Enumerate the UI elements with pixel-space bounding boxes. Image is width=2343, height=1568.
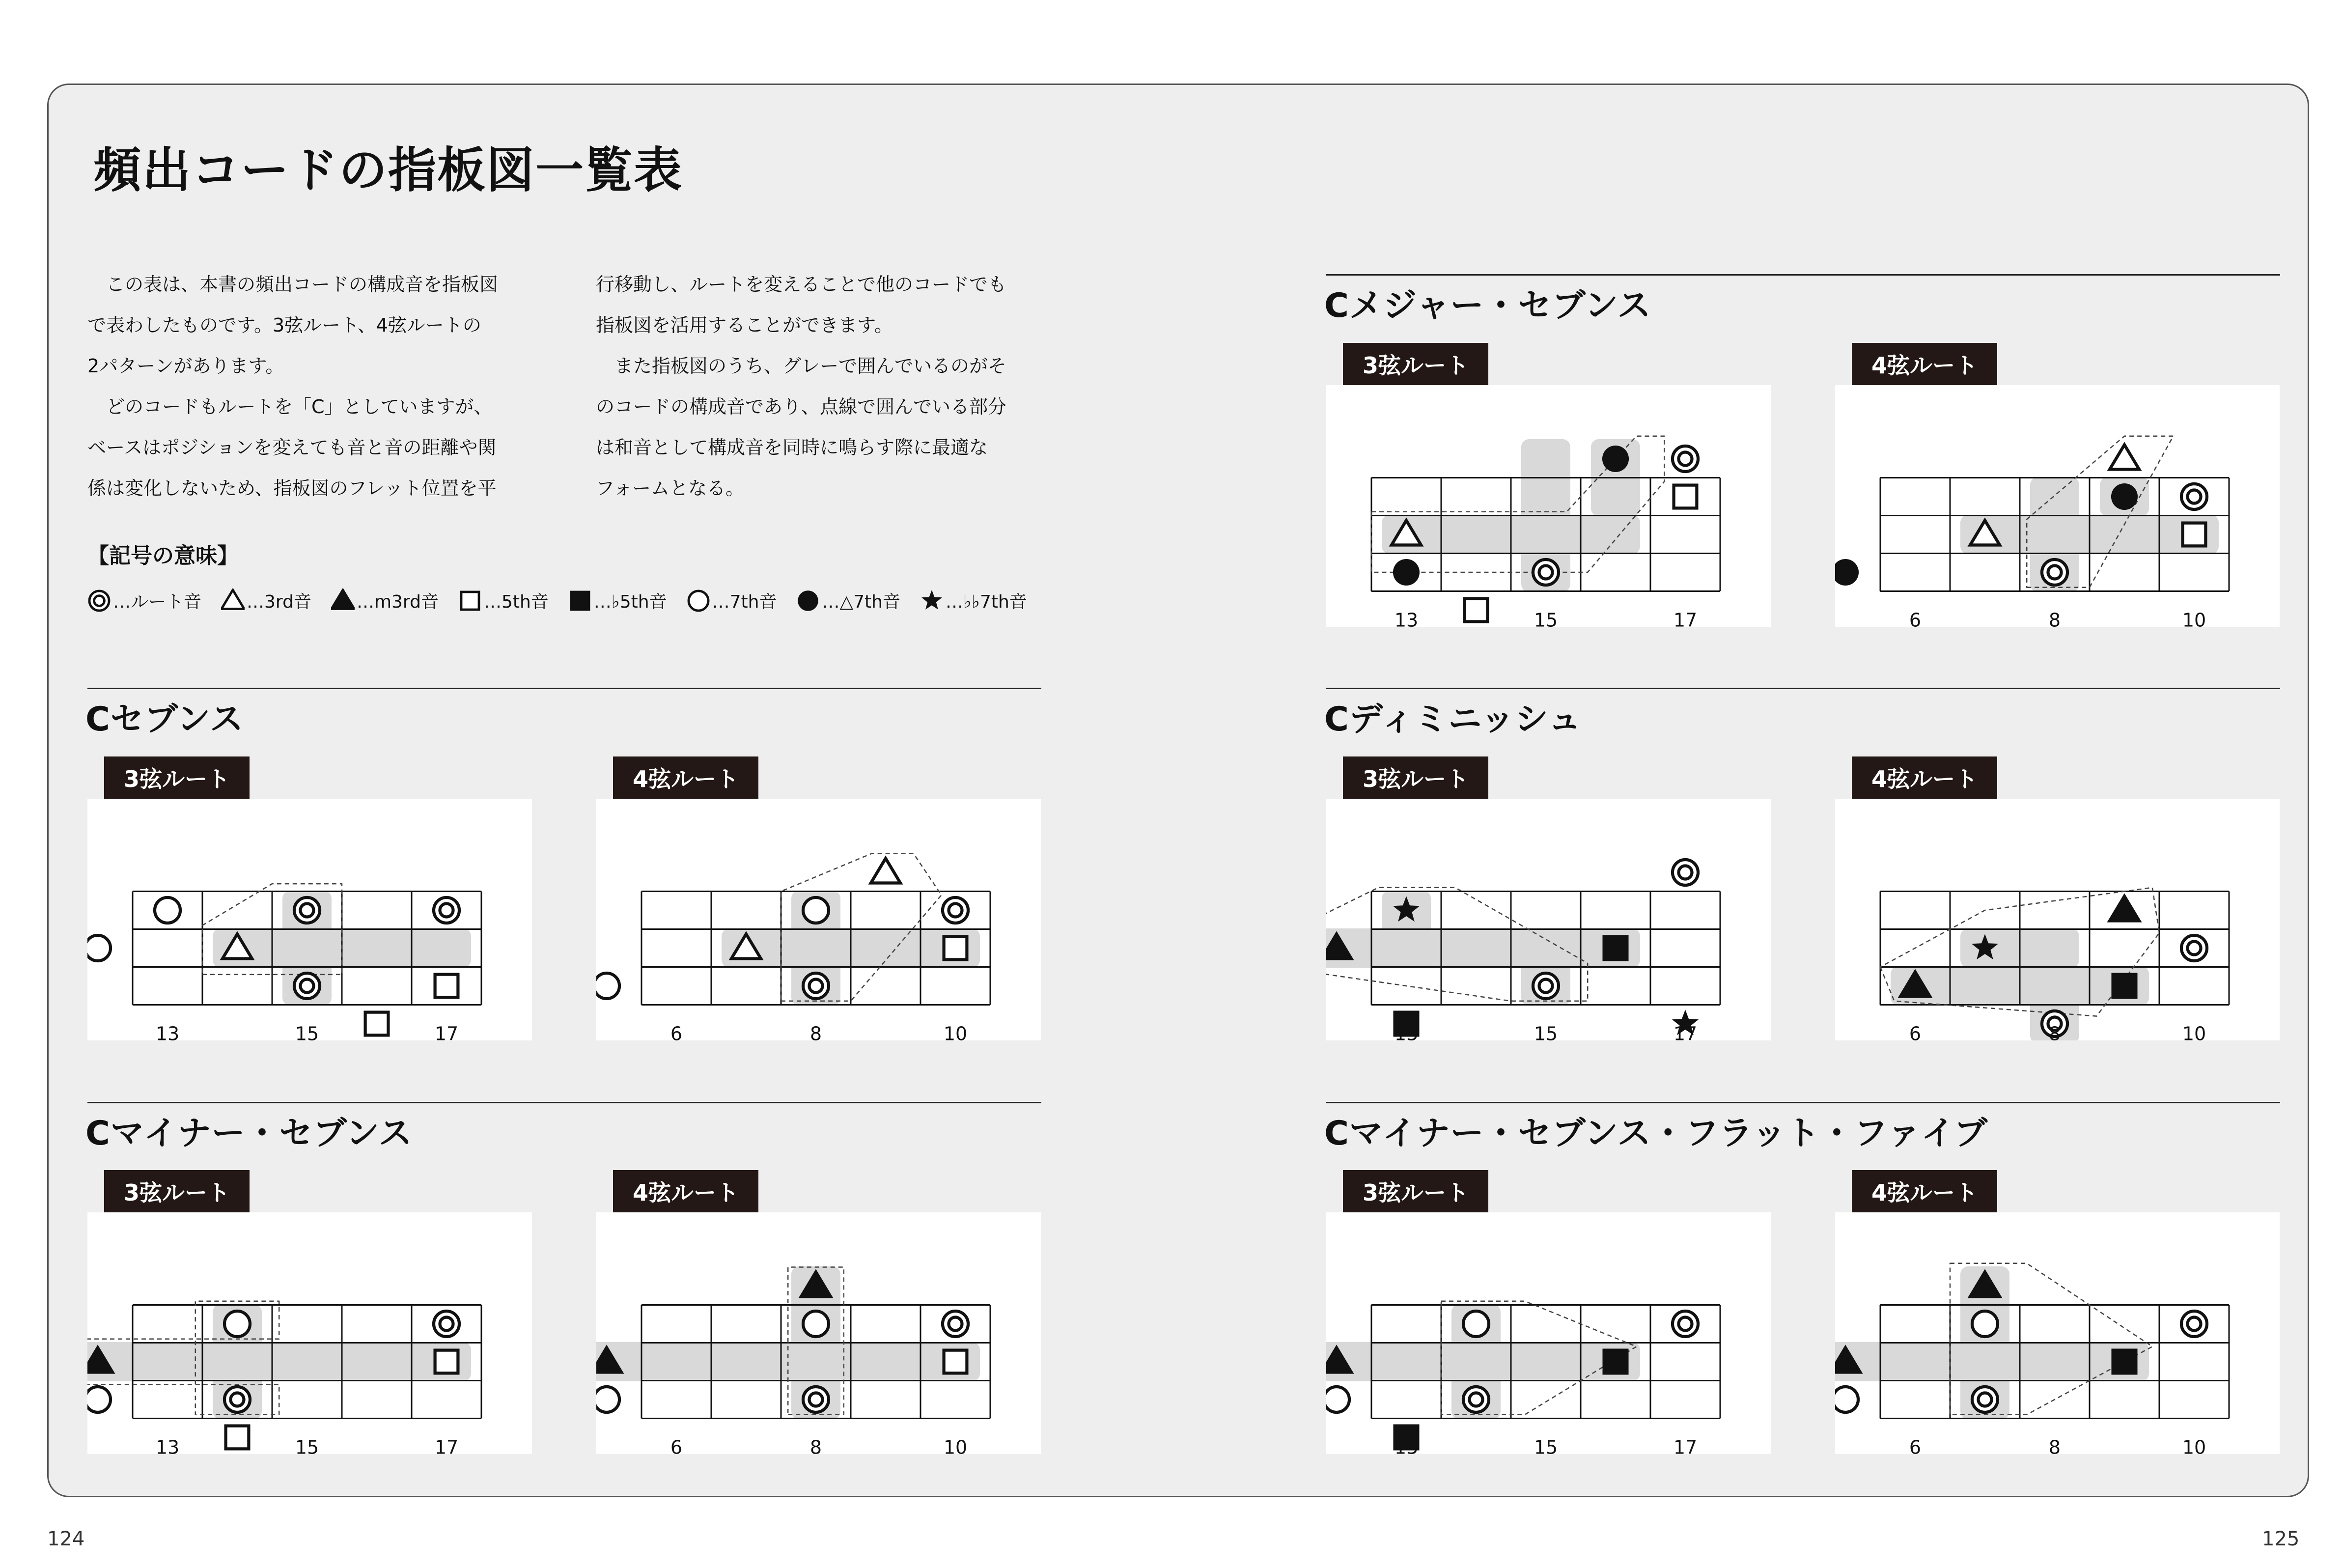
fifth-note-icon	[2183, 523, 2206, 546]
fret-number: 10	[2182, 609, 2206, 627]
fret-number: 8	[2048, 609, 2061, 627]
intro-line: 2パターンがあります。	[87, 355, 284, 377]
intro-line: フォームとなる。	[596, 477, 745, 499]
fretboard-svg	[596, 799, 1041, 1040]
page-number-right: 125	[2262, 1528, 2300, 1550]
fret-number: 17	[1673, 1436, 1698, 1454]
seventh-note-icon	[1835, 1387, 1858, 1412]
legend-item	[568, 588, 667, 613]
fretboard-svg	[87, 799, 532, 1040]
root-note-icon	[224, 1387, 250, 1412]
fret-number: 6	[670, 1436, 683, 1454]
fretboard-diagram	[87, 1212, 532, 1454]
root-note-icon	[943, 1311, 968, 1337]
intro-line: で表わしたものです。3弦ルート、4弦ルートの	[87, 314, 481, 336]
tag-4-string-root: 4弦ルート	[1852, 756, 1997, 799]
fretboard-diagram	[87, 799, 532, 1040]
fret-number: 15	[1534, 1436, 1558, 1454]
legend-item	[331, 588, 439, 613]
fretboard-diagram	[596, 1212, 1041, 1454]
tag-4-string-root: 4弦ルート	[1852, 1170, 1997, 1212]
minor-third-note-icon	[2110, 896, 2139, 921]
fretboard-svg	[1326, 799, 1771, 1040]
fretboard-svg	[596, 1212, 1041, 1454]
fret-number: 8	[809, 1023, 822, 1040]
root-note-icon	[434, 1311, 459, 1337]
root-note-icon	[1673, 1311, 1698, 1337]
root-note-icon	[1673, 860, 1698, 885]
intro-line: どのコードもルートを「C」としていますが、	[87, 396, 493, 418]
legend-item	[87, 588, 201, 613]
fretboard-svg	[1326, 385, 1771, 627]
root-note-icon	[434, 897, 459, 923]
legend-label: …♭5th音	[593, 591, 667, 612]
seventh-note-icon	[596, 973, 619, 999]
fifth-note-icon	[435, 975, 458, 998]
root-note-icon	[803, 1387, 829, 1412]
fret-number: 17	[1673, 609, 1698, 627]
symbol-legend	[87, 586, 1047, 615]
section-rule	[87, 688, 1041, 689]
intro-line: 指板図を活用することができます。	[596, 314, 893, 336]
tag-4-string-root: 4弦ルート	[613, 1170, 758, 1212]
legend-label: …♭♭7th音	[946, 591, 1027, 612]
intro-line: また指板図のうち、グレーで囲んでいるのがそ	[596, 355, 1007, 377]
fret-number: 13	[155, 1436, 180, 1454]
fifth-note-icon	[365, 1012, 389, 1036]
flat-fifth-note-icon	[2113, 1350, 2136, 1373]
flat-fifth-note-icon	[1604, 1350, 1627, 1373]
root-note-icon	[1463, 1387, 1489, 1412]
seventh-note-icon	[596, 1387, 619, 1412]
minor-third-note-icon	[331, 588, 355, 612]
fretboard-svg	[1326, 1212, 1771, 1454]
fret-number: 15	[295, 1023, 319, 1040]
fretboard-diagram	[1835, 799, 2280, 1040]
legend-label: …7th音	[712, 591, 777, 612]
tag-4-string-root: 4弦ルート	[1852, 343, 1997, 385]
legend-item	[687, 588, 777, 613]
fretboard-diagram	[1835, 385, 2280, 627]
legend-title: 【記号の意味】	[87, 543, 239, 568]
seventh-note-icon	[87, 935, 111, 961]
legend-item	[221, 588, 311, 613]
section-title-c7: Cセブンス	[85, 700, 244, 739]
third-note-icon	[871, 858, 900, 883]
fifth-note-icon	[944, 1350, 967, 1373]
root-note-icon	[1533, 560, 1559, 585]
fretboard-diagram	[1326, 1212, 1771, 1454]
intro-line: は和音として構成音を同時に鳴らす際に最適な	[596, 437, 988, 458]
fret-number: 8	[2048, 1023, 2061, 1040]
section-rule	[1326, 1102, 2280, 1103]
third-note-icon	[221, 588, 245, 612]
fifth-note-icon	[1465, 599, 1488, 622]
double-flat-seventh-note-icon	[920, 588, 944, 612]
fret-number: 17	[1673, 1023, 1698, 1040]
intro-line: この表は、本書の頻出コードの構成音を指板図	[87, 274, 499, 295]
seventh-note-icon	[687, 588, 710, 612]
legend-label: …m3rd音	[356, 591, 439, 612]
fret-number: 17	[434, 1436, 459, 1454]
tag-3-string-root: 3弦ルート	[1343, 1170, 1488, 1212]
intro-line: のコードの構成音であり、点線で囲んでいる部分	[596, 396, 1007, 418]
fret-number: 13	[155, 1023, 180, 1040]
legend-item	[458, 588, 549, 613]
fifth-note-icon	[944, 937, 967, 960]
fretboard-diagram	[596, 799, 1041, 1040]
intro-column-2	[596, 264, 1043, 509]
root-note-icon	[803, 973, 829, 999]
seventh-note-icon	[1326, 1387, 1349, 1412]
fifth-note-icon	[458, 588, 482, 612]
tag-3-string-root: 3弦ルート	[104, 1170, 250, 1212]
fret-number: 6	[1909, 609, 1922, 627]
legend-label: …3rd音	[247, 591, 311, 612]
major-seventh-note-icon	[1393, 559, 1420, 586]
page-title: 頻出コードの指板図一覧表	[93, 142, 683, 198]
root-note-icon	[294, 973, 320, 999]
flat-fifth-note-icon	[1604, 937, 1627, 960]
fretboard-svg	[87, 1212, 532, 1454]
intro-line: 行移動し、ルートを変えることで他のコードでも	[596, 274, 1007, 295]
major-seventh-note-icon	[796, 588, 820, 612]
root-note-icon	[2181, 484, 2207, 509]
fret-number: 13	[1394, 1023, 1419, 1040]
fretboard-svg	[1835, 799, 2280, 1040]
seventh-note-icon	[1463, 1311, 1489, 1337]
seventh-note-icon	[87, 1387, 111, 1412]
fret-number: 15	[295, 1436, 319, 1454]
intro-line: ベースはポジションを変えても音と音の距離や関	[87, 437, 497, 458]
root-note-icon	[1533, 973, 1559, 999]
section-title-cdim: Cディミニッシュ	[1324, 700, 1582, 739]
fret-number: 10	[943, 1436, 968, 1454]
chord-tone-shading	[87, 1304, 471, 1419]
fret-number: 8	[809, 1436, 822, 1454]
section-title-cm7: Cマイナー・セブンス	[85, 1114, 413, 1153]
seventh-note-icon	[224, 1311, 250, 1337]
fret-number: 15	[1534, 609, 1558, 627]
flat-fifth-note-icon	[568, 588, 592, 612]
fretboard-svg	[1835, 1212, 2280, 1454]
root-note-icon	[2181, 935, 2207, 961]
section-rule	[1326, 688, 2280, 689]
fret-number: 13	[1394, 609, 1419, 627]
tag-3-string-root: 3弦ルート	[104, 756, 250, 799]
flat-fifth-note-icon	[2113, 975, 2136, 998]
fretboard-svg	[1835, 385, 2280, 627]
page-number-left: 124	[47, 1528, 85, 1550]
section-rule	[1326, 274, 2280, 276]
tag-4-string-root: 4弦ルート	[613, 756, 758, 799]
section-title-cmaj7: Cメジャー・セブンス	[1324, 286, 1651, 325]
seventh-note-icon	[1972, 1311, 1998, 1337]
fret-number: 6	[1909, 1023, 1922, 1040]
major-seventh-note-icon	[1835, 559, 1859, 586]
fret-number: 13	[1394, 1436, 1419, 1454]
major-seventh-note-icon	[2111, 483, 2138, 510]
root-note-icon	[294, 897, 320, 923]
root-note-icon	[1972, 1387, 1998, 1412]
fret-number: 10	[2182, 1023, 2206, 1040]
root-note-icon	[2042, 560, 2067, 585]
fret-number: 6	[1909, 1436, 1922, 1454]
tag-3-string-root: 3弦ルート	[1343, 756, 1488, 799]
fretboard-diagram	[1326, 385, 1771, 627]
seventh-note-icon	[803, 1311, 829, 1337]
tag-3-string-root: 3弦ルート	[1343, 343, 1488, 385]
fret-number: 17	[434, 1023, 459, 1040]
legend-item	[920, 588, 1027, 613]
legend-item	[796, 588, 900, 613]
fret-number: 10	[2182, 1436, 2206, 1454]
legend-label: …ルート音	[113, 591, 202, 612]
third-note-icon	[2110, 445, 2139, 469]
intro-line: 係は変化しないため、指板図のフレット位置を平	[87, 477, 497, 499]
seventh-note-icon	[803, 897, 829, 923]
root-note-icon	[2181, 1311, 2207, 1337]
chord-tone-shading	[1326, 891, 1640, 1006]
root-note-icon	[943, 897, 968, 923]
section-rule	[87, 1102, 1041, 1103]
root-note-icon	[1673, 446, 1698, 472]
fret-number: 15	[1534, 1023, 1558, 1040]
root-note-icon	[87, 588, 111, 612]
seventh-note-icon	[155, 897, 180, 923]
major-seventh-note-icon	[1602, 446, 1629, 472]
fretboard-diagram	[1835, 1212, 2280, 1454]
legend-label: …△7th音	[822, 591, 900, 612]
fifth-note-icon	[1674, 485, 1697, 508]
fret-number: 6	[670, 1023, 683, 1040]
fret-number: 10	[943, 1023, 968, 1040]
intro-column-1	[87, 264, 534, 509]
fretboard-diagram	[1326, 799, 1771, 1040]
fifth-note-icon	[226, 1426, 249, 1449]
fret-number: 8	[2048, 1436, 2061, 1454]
section-title-cm7b5: Cマイナー・セブンス・フラット・ファイブ	[1324, 1114, 1988, 1153]
fifth-note-icon	[435, 1350, 458, 1373]
legend-label: …5th音	[483, 591, 549, 612]
